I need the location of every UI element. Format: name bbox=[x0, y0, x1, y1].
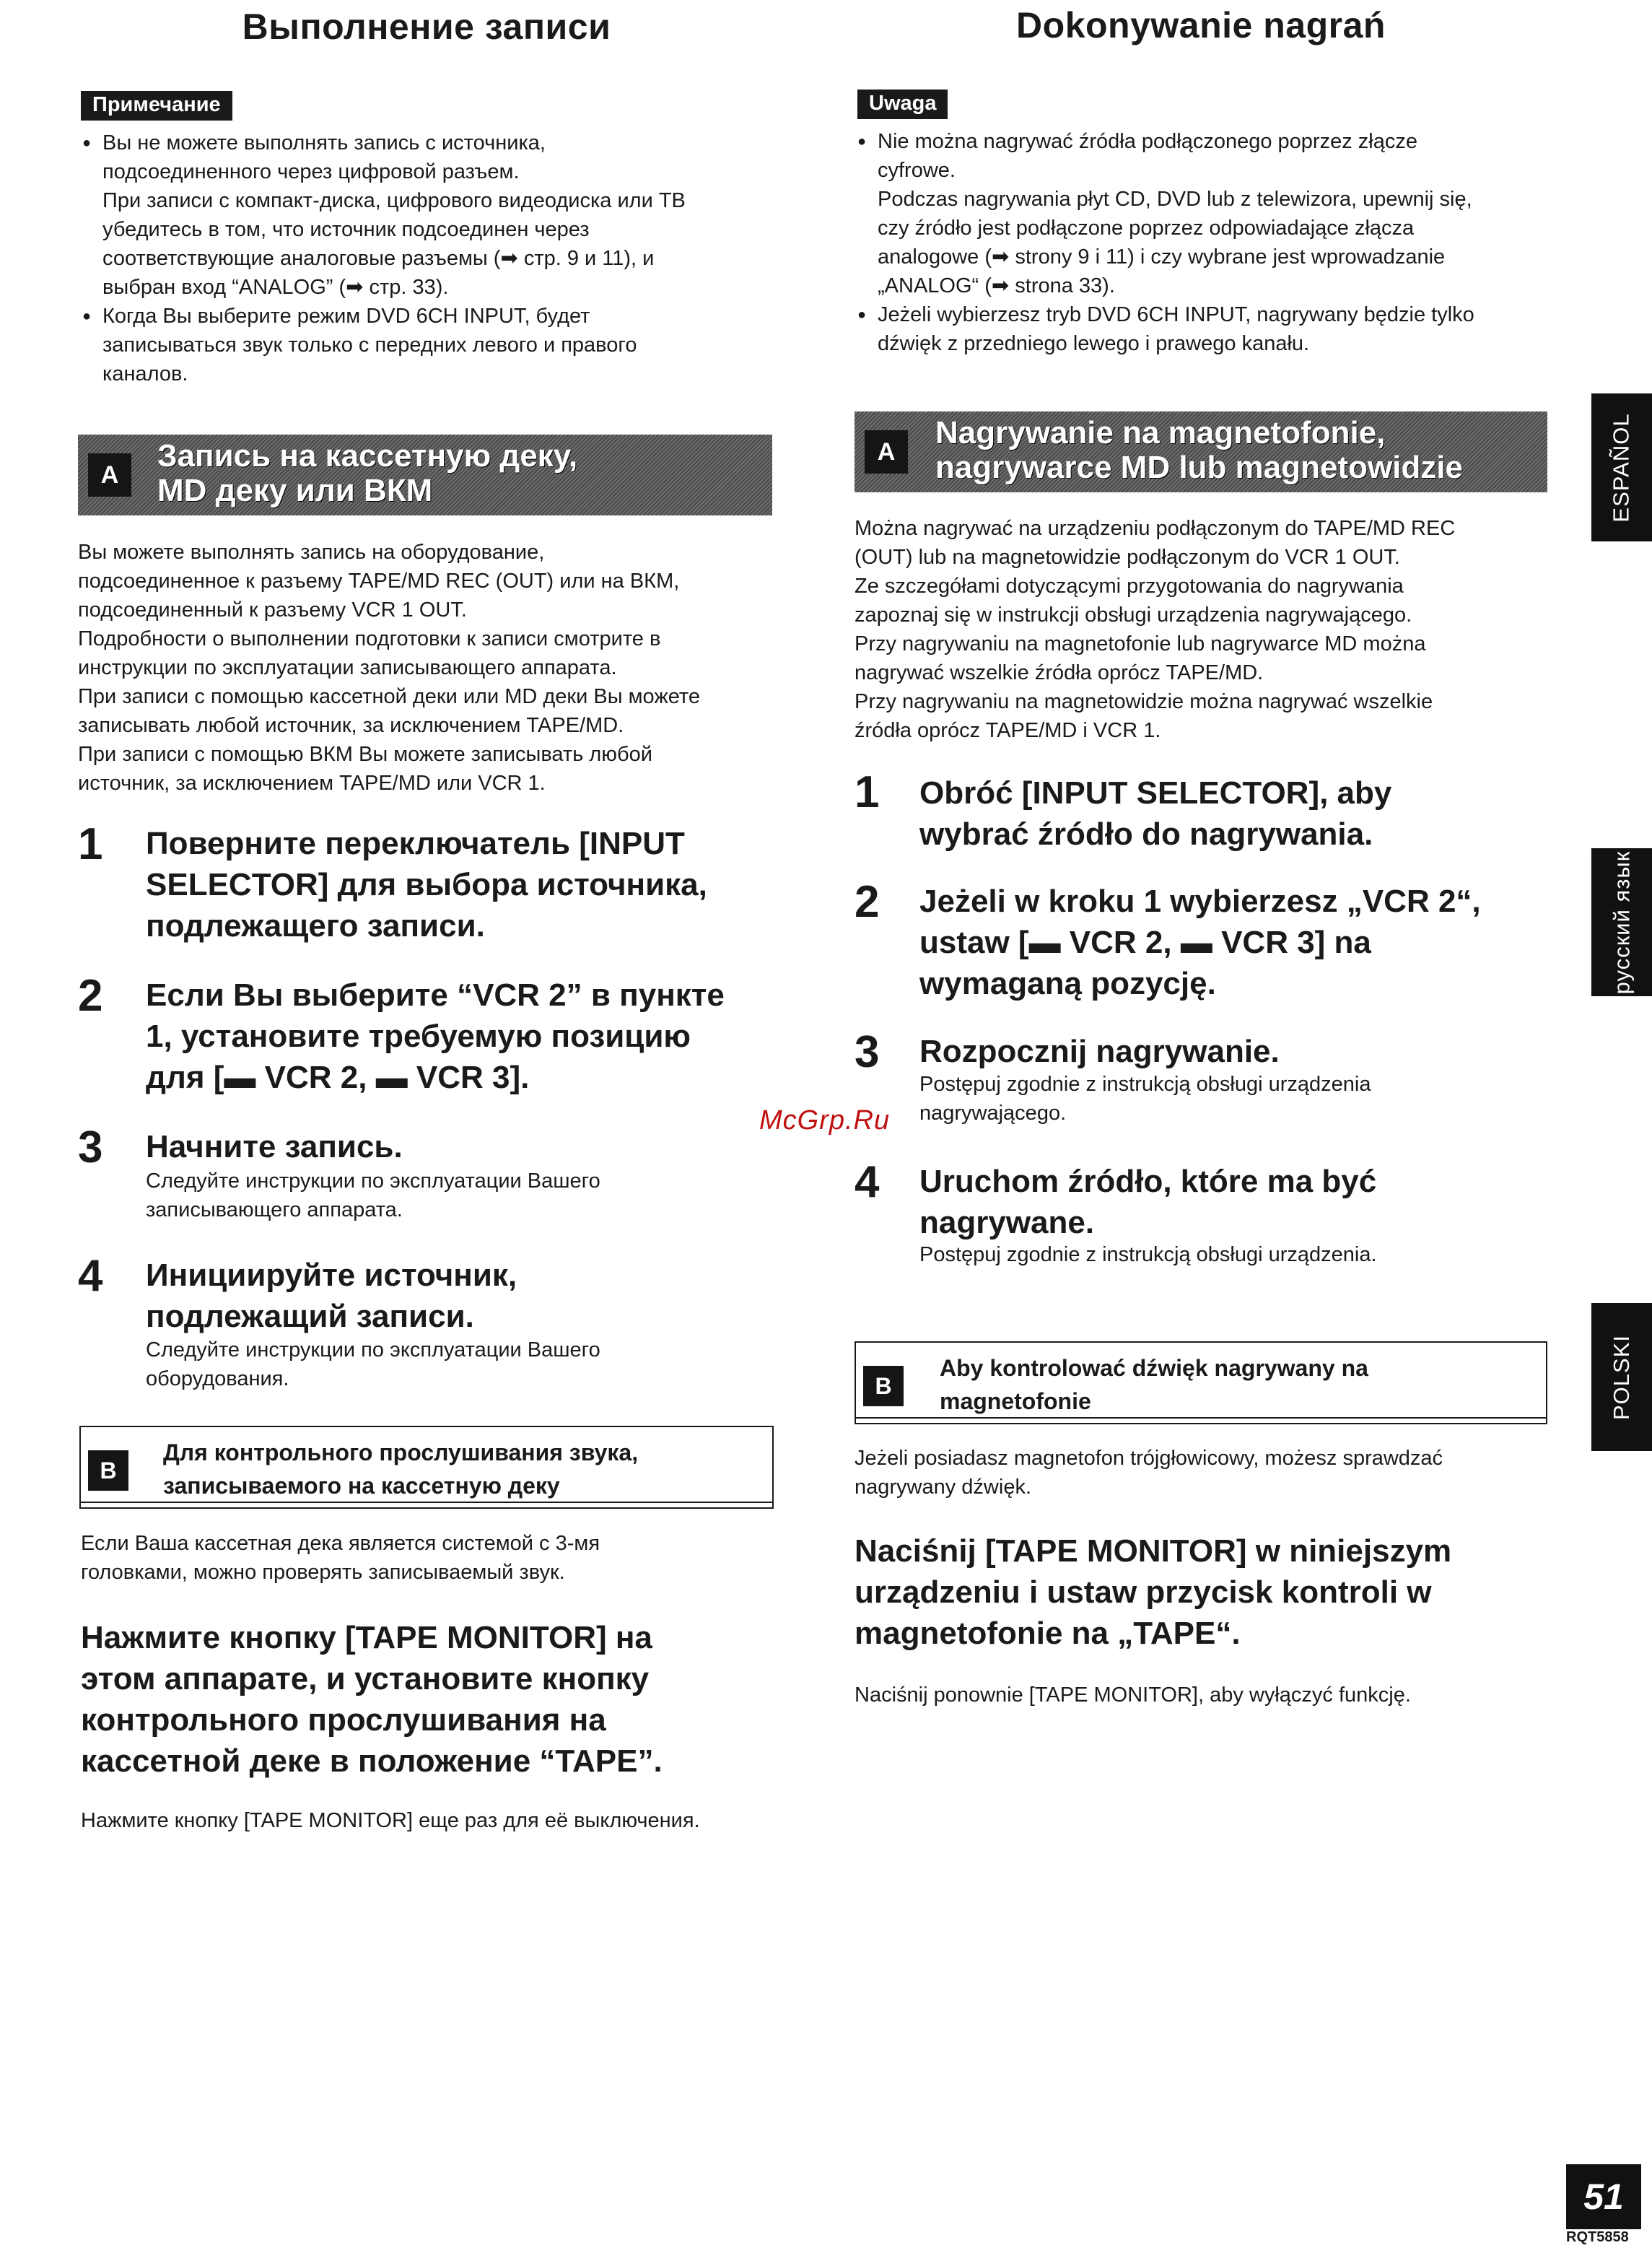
notes-list-ru bbox=[82, 128, 775, 388]
step-number: 1 bbox=[78, 819, 103, 869]
section-b-footer-pl: Naciśnij ponownie [TAPE MONITOR], aby wyłączyć funkcję. bbox=[855, 1683, 1411, 1707]
section-b-intro-pl: Jeżeli posiadasz magnetofon trójgłowicowy, możesz sprawdzać nagrywany dźwięk. bbox=[855, 1447, 1443, 1499]
note-item: ● Вы не можете выполнять запись с источника, подсоединенного через цифровой разъем. При записи с компакт-диска, цифрового видеодиска или ТВ убедитесь в том, что источник подсоединен через соответствующие аналоговые разъемы (➡ стр. 9 и 11), и выбран вход “ANALOG” (➡ стр. 33). bbox=[82, 128, 775, 302]
tape-monitor-instruction-ru: Нажмите кнопку [TAPE MONITOR] на этом аппарате, и установите кнопку контрольного прослушивания на кассетной деке в положение “TAPE”. bbox=[81, 1620, 663, 1779]
note-label-pl: Uwaga bbox=[857, 90, 948, 119]
step-number: 3 bbox=[78, 1123, 103, 1172]
side-tab-polski: POLSKI bbox=[1591, 1303, 1652, 1451]
step-detail: Postępuj zgodnie z instrukcją obsługi urządzenia nagrywającego. bbox=[919, 1073, 1371, 1125]
step-heading: Rozpocznij nagrywanie. bbox=[919, 1034, 1280, 1069]
section-b-box-ru bbox=[79, 1426, 774, 1509]
step-heading: Если Вы выберите “VCR 2” в пункте 1, установите требуемую позицию для [▬ VCR 2, ▬ VCR 3]. bbox=[146, 977, 725, 1095]
tape-monitor-instruction-pl: Naciśnij [TAPE MONITOR] w niniejszym urządzeniu i ustaw przycisk kontroli w magnetofonie na „TAPE“. bbox=[855, 1533, 1452, 1651]
watermark: McGrp.Ru bbox=[759, 1105, 891, 1136]
step-heading: Obróć [INPUT SELECTOR], aby wybrać źródło do nagrywania. bbox=[919, 775, 1392, 852]
section-b-title: Aby kontrolować dźwięk nagrywany na magnetofonie bbox=[940, 1355, 1368, 1414]
step-number: 1 bbox=[855, 767, 880, 817]
step-heading: Uruchom źródło, które ma być nagrywane. bbox=[919, 1164, 1377, 1240]
section-b-intro-ru: Если Ваша кассетная дека является системой с 3-мя головками, можно проверять записываемый звук. bbox=[81, 1532, 600, 1584]
step-number: 4 bbox=[78, 1251, 103, 1301]
section-a-title: Запись на кассетную деку, MD деку или ВКМ bbox=[157, 438, 578, 508]
step-heading: Поверните переключатель [INPUT SELECTOR] для выбора источника, подлежащего записи. bbox=[146, 826, 707, 944]
section-b-title: Для контрольного прослушивания звука, записываемого на кассетную деку bbox=[163, 1439, 639, 1499]
side-tab-russian: русский язык bbox=[1591, 848, 1652, 996]
page-title-ru: Выполнение записи bbox=[242, 6, 611, 47]
section-a-title: Nagrywanie na magnetofonie, nagrywarce MD lub magnetowidzie bbox=[935, 415, 1464, 485]
step-heading: Инициируйте источник, подлежащий записи. bbox=[146, 1258, 517, 1334]
note-label-ru: Примечание bbox=[81, 91, 232, 121]
page-title-pl: Dokonywanie nagrań bbox=[1016, 5, 1386, 45]
step-detail: Следуйте инструкции по эксплуатации Вашего оборудования. bbox=[146, 1338, 600, 1390]
note-item: ● Nie można nagrywać źródła podłączonego poprzez złącze cyfrowe. Podczas nagrywania płyt CD, DVD lub z telewizora, upewnij się, czy źródło jest podłączone poprzez odpowiadające złącza analogowe (➡ strony 9 i 11) i czy wybrane jest wprowadzanie „ANALOG“ (➡ strona 33). bbox=[857, 127, 1550, 300]
section-letter-b: B bbox=[88, 1450, 128, 1491]
note-item: ● Когда Вы выберите режим DVD 6CH INPUT, будет записываться звук только с передних левого и правого каналов. bbox=[82, 302, 775, 388]
section-a-intro-pl: Można nagrywać na urządzeniu podłączonym do TAPE/MD REC (OUT) lub na magnetowidzie podłączonym do VCR 1 OUT. Ze szczegółami dotyczącymi przygotowania do nagrywania zapoznaj się w instrukcji obsługi urządzenia nagrywającego. Przy nagrywaniu na magnetofonie lub nagrywarce MD można nagrywać wszelkie źródła oprócz TAPE/MD. Przy nagrywaniu na magnetowidzie można nagrywać wszelkie źródła oprócz TAPE/MD i VCR 1. bbox=[855, 517, 1456, 742]
step-number: 4 bbox=[855, 1157, 880, 1207]
notes-list-pl bbox=[857, 127, 1550, 358]
section-a-banner-pl bbox=[855, 411, 1547, 492]
note-item: ● Jeżeli wybierzesz tryb DVD 6CH INPUT, nagrywany będzie tylko dźwięk z przedniego lewego i prawego kanału. bbox=[857, 300, 1550, 358]
section-letter-b: B bbox=[863, 1366, 904, 1406]
section-b-footer-ru: Нажмите кнопку [TAPE MONITOR] еще раз для её выключения. bbox=[81, 1809, 700, 1832]
section-b-box-pl bbox=[855, 1341, 1547, 1424]
step-heading: Jeżeli w kroku 1 wybierzesz „VCR 2“, ustaw [▬ VCR 2, ▬ VCR 3] na wymaganą pozycję. bbox=[919, 884, 1481, 1001]
document-code: RQT5858 bbox=[1566, 2229, 1629, 2245]
section-a-banner-ru bbox=[78, 435, 772, 515]
step-number: 3 bbox=[855, 1027, 880, 1077]
section-letter-a: A bbox=[88, 453, 131, 497]
step-detail: Postępuj zgodnie z instrukcją obsługi urządzenia. bbox=[919, 1243, 1377, 1266]
section-letter-a: A bbox=[865, 430, 908, 474]
side-tab-espanol: ESPAÑOL bbox=[1591, 393, 1652, 541]
step-number: 2 bbox=[78, 971, 103, 1021]
page-number: 51 bbox=[1566, 2164, 1641, 2229]
step-detail: Следуйте инструкции по эксплуатации Вашего записывающего аппарата. bbox=[146, 1169, 600, 1221]
section-a-intro-ru: Вы можете выполнять запись на оборудование, подсоединенное к разъему TAPE/MD REC (OUT) или на ВКМ, подсоединенный к разъему VCR 1 OUT. Подробности о выполнении подготовки к записи смотрите в инструкции по эксплуатации записывающего аппарата. При записи с помощью кассетной деки или MD деки Вы можете записывать любой источник, за исключением TAPE/MD. При записи с помощью ВКМ Вы можете записывать любой источник, за исключением TAPE/MD или VCR 1. bbox=[78, 541, 700, 795]
step-heading: Начните запись. bbox=[146, 1129, 403, 1164]
step-number: 2 bbox=[855, 877, 880, 927]
